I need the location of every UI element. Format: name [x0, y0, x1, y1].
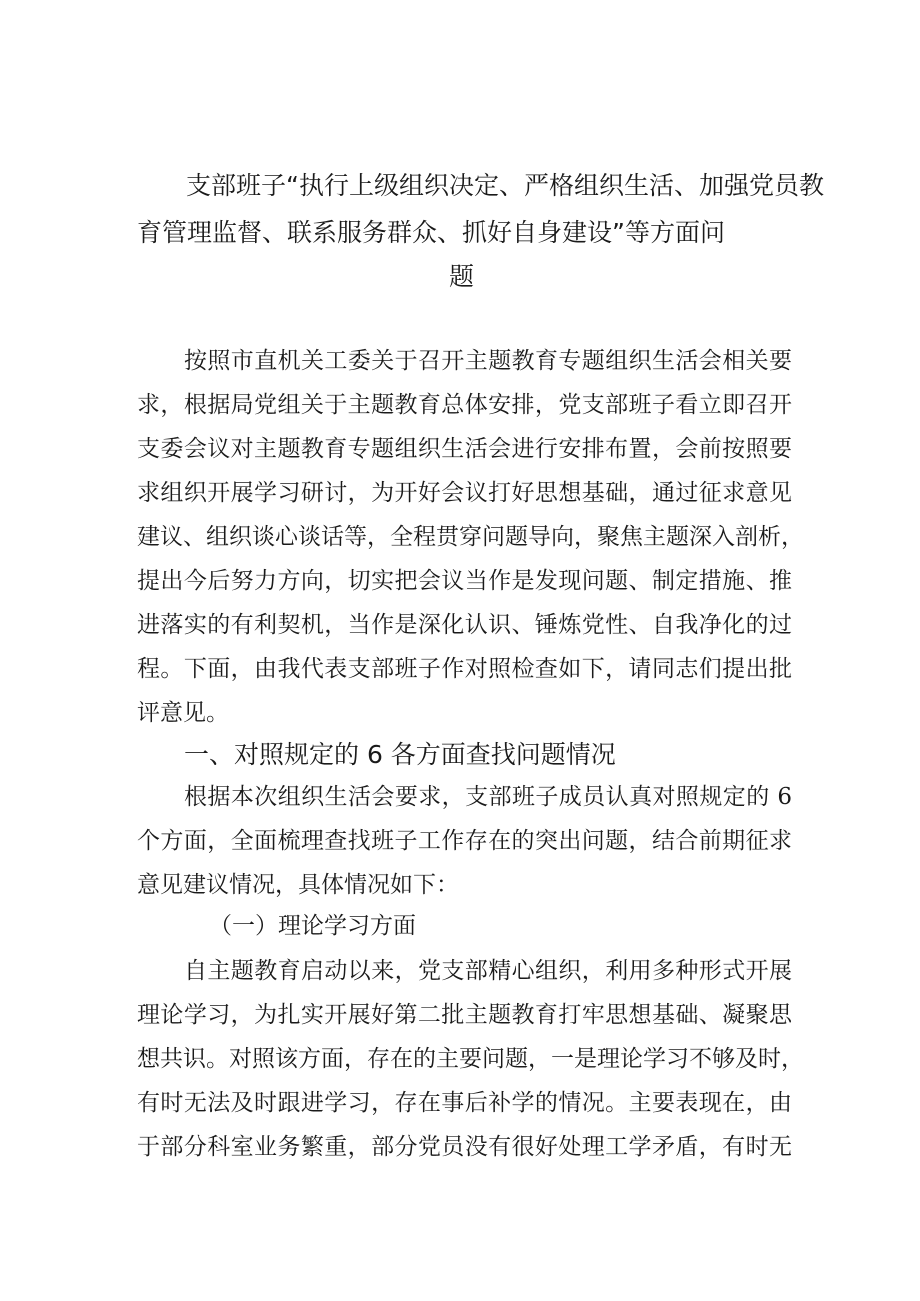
- section-line: 个方面，全面梳理查找班子工作存在的突出问题，结合前期征求: [137, 828, 792, 854]
- section-line: 根据本次组织生活会要求，支部班子成员认真对照规定的 6: [184, 784, 792, 810]
- subsection-line: 想共识。对照该方面，存在的主要问题，一是理论学习不够及时，: [137, 1046, 804, 1072]
- subsection-line: 有时无法及时跟进学习，存在事后补学的情况。主要表现在，由: [137, 1090, 792, 1116]
- intro-line: 提出今后努力方向，切实把会议当作是发现问题、制定措施、推: [137, 568, 792, 594]
- intro-line: 求组织开展学习研讨，为开好会议打好思想基础，通过征求意见: [137, 480, 792, 506]
- intro-line: 进落实的有利契机，当作是深化认识、锤炼党性、自我净化的过: [137, 612, 792, 638]
- intro-line: 求，根据局党组关于主题教育总体安排，党支部班子看立即召开: [137, 392, 792, 418]
- subsection-line: 自主题教育启动以来，党支部精心组织，利用多种形式开展: [184, 958, 792, 984]
- intro-line: 建议、组织谈心谈话等，全程贯穿问题导向，聚焦主题深入剖析，: [137, 524, 804, 550]
- section-line: 意见建议情况，具体情况如下：: [137, 872, 459, 898]
- intro-line: 评意见。: [137, 700, 229, 726]
- intro-line: 按照市直机关工委关于召开主题教育专题组织生活会相关要: [184, 348, 792, 374]
- document-title-line-1: 支部班子“执行上级组织决定、严格组织生活、加强党员教: [186, 171, 824, 200]
- section-heading: 一、对照规定的 6 各方面查找问题情况: [184, 740, 616, 769]
- intro-line: 程。下面，由我代表支部班子作对照检查如下，请同志们提出批: [137, 656, 792, 682]
- intro-line: 支委会议对主题教育专题组织生活会进行安排布置，会前按照要: [137, 436, 792, 462]
- subsection-line: 理论学习，为扎实开展好第二批主题教育打牢思想基础、凝聚思: [137, 1002, 792, 1028]
- subsection-line: 于部分科室业务繁重，部分党员没有很好处理工学矛盾，有时无: [137, 1134, 792, 1160]
- document-title-line-2: 育管理监督、联系服务群众、抓好自身建设”等方面问: [137, 218, 725, 247]
- subsection-heading: （一）理论学习方面: [209, 913, 416, 939]
- document-title-line-3: 题: [449, 262, 475, 291]
